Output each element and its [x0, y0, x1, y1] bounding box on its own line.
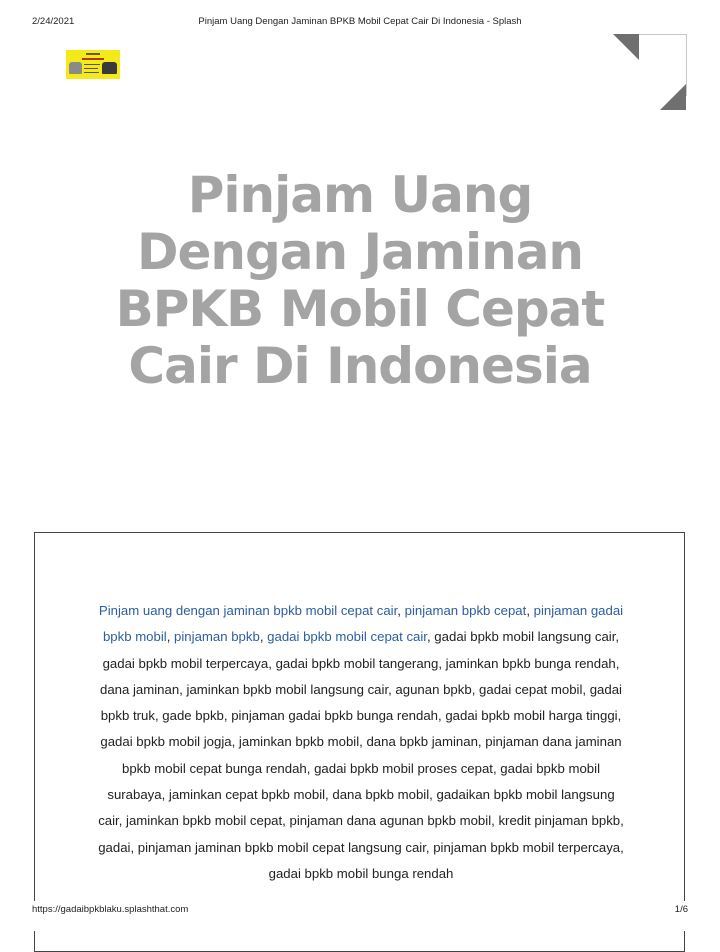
separator: , [526, 603, 534, 618]
company-logo[interactable] [66, 50, 120, 79]
keyword-link[interactable]: pinjaman bpkb [174, 629, 260, 645]
separator: , [259, 629, 268, 645]
corner-triangle-decoration [613, 34, 639, 60]
body-text: , gadai bpkb mobil langsung cair, gadai bpkb mobil terpercaya, gadai bpkb mobil tangerang, jaminkan bpkb bunga rendah, dana jaminan, jaminkan bpkb mobil langsung cair, agunan bpkb, gadai cepat mobil, gadai bpkb truk, gade bpkb, pinjaman gadai bpkb bunga rendah, gadai bpkb mobil harga tinggi, gadai bpkb mobil jogja, jaminkan bpkb mobil, dana bpkb jaminan, pinjaman dana jaminan bpkb mobil cepat bunga rendah, gadai bpkb mobil proses cepat, gadai bpkb mobil surabaya, jaminkan cepat bpkb mobil, dana bpkb mobil, gadaikan bpkb mobil langsung cair, jaminkan bpkb mobil cepat, pinjaman dana agunan bpkb mobil, kredit pinjaman bpkb, gadai, pinjaman jaminan bpkb mobil cepat langsung cair, pinjaman bpkb mobil terpercaya, gadai bpkb mobil bunga rendah [98, 629, 624, 881]
car-icon [69, 62, 82, 74]
keyword-link[interactable]: pinjaman gadai bpkb mobil [102, 603, 624, 645]
print-footer [0, 901, 720, 931]
print-date: 2/24/2021 [32, 16, 75, 27]
keyword-link[interactable]: Pinjam uang dengan jaminan bpkb mobil cepat cair [98, 603, 398, 618]
hero-title: Pinjam Uang Dengan Jaminan BPKB Mobil Cepat Cair Di Indonesia [115, 166, 605, 395]
separator: , [397, 603, 405, 618]
decorative-line [686, 34, 687, 96]
keyword-link[interactable]: gadai bpkb mobil cepat cair [267, 629, 427, 645]
content-section [34, 532, 685, 952]
car-icon [102, 62, 117, 74]
footer-url: https://gadaibpkblaku.splashthat.com [32, 904, 189, 915]
content-paragraph [97, 598, 625, 887]
page-number: 1/6 [674, 904, 688, 915]
decorative-line [638, 34, 686, 35]
print-page-title: Pinjam Uang Dengan Jaminan BPKB Mobil Cepat Cair Di Indonesia - Splash [198, 16, 522, 27]
print-header [0, 16, 720, 30]
separator: , [166, 629, 175, 645]
corner-triangle-decoration [660, 84, 686, 110]
keyword-link[interactable]: pinjaman bpkb cepat [404, 603, 527, 618]
